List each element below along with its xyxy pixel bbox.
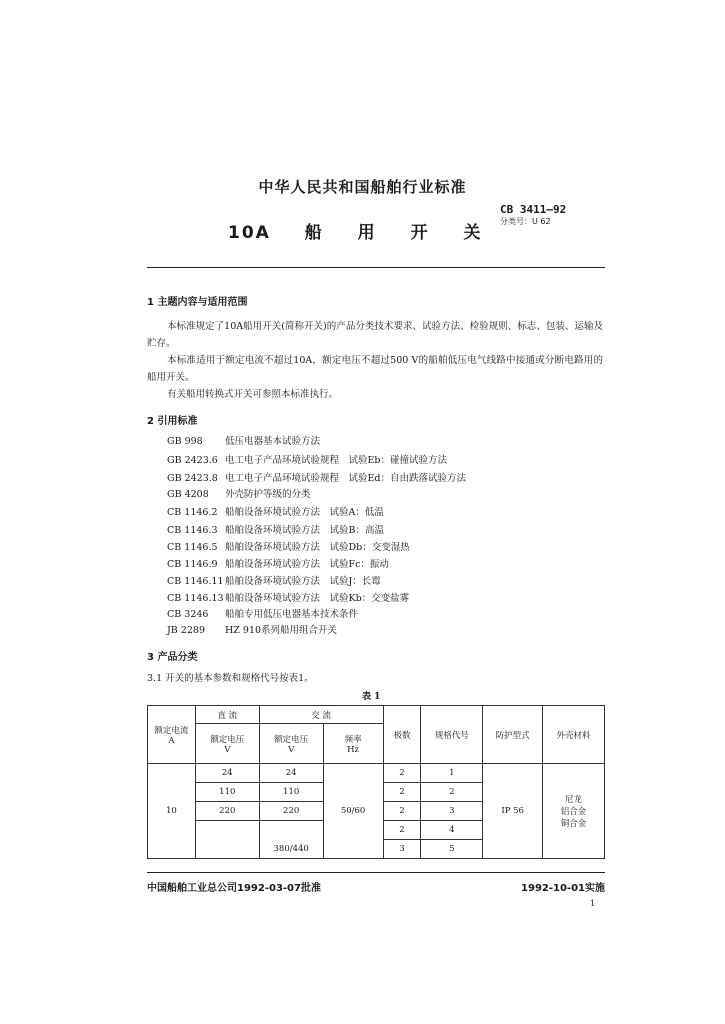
cell-ac-voltage-merged: 380/440 xyxy=(259,821,323,859)
cell-spec-code: 1 xyxy=(421,764,483,783)
reference-title: 低压电器基本试验方法 xyxy=(225,436,321,447)
reference-title: 船舶设备环境试验方法 试验B：高温 xyxy=(225,525,384,536)
cell-poles: 2 xyxy=(383,783,421,802)
section-2-heading: 2 引用标准 xyxy=(147,416,198,427)
header-dc: 直 流 xyxy=(195,706,259,724)
section-1-heading: 1 主题内容与适用范围 xyxy=(147,297,248,308)
section-1-paragraph-1: 本标准规定了10A船用开关(简称开关)的产品分类技术要求、试验方法、检验规则、标志、包装、运输及贮存。 xyxy=(147,321,603,349)
cell-protection: IP 56 xyxy=(483,764,543,859)
reference-code: CB 1146.2 xyxy=(167,507,218,518)
reference-title: 外壳防护等级的分类 xyxy=(225,489,311,500)
cell-poles: 3 xyxy=(383,840,421,859)
header-poles: 极数 xyxy=(383,706,421,764)
header-dc-voltage: 额定电压 V xyxy=(195,724,259,764)
reference-item xyxy=(167,623,337,638)
reference-title: 船舶专用低压电器基本技术条件 xyxy=(225,609,359,620)
section-3-heading: 3 产品分类 xyxy=(147,652,198,663)
reference-title: 电工电子产品环境试验规程 试验Ed：自由跌落试验方法 xyxy=(225,473,467,484)
reference-title: 船舶设备环境试验方法 试验A：低温 xyxy=(225,507,384,518)
cell-spec-code: 4 xyxy=(421,821,483,840)
cell-ac-voltage: 24 xyxy=(259,764,323,783)
header-protection: 防护型式 xyxy=(483,706,543,764)
table-caption: 表 1 xyxy=(362,692,381,702)
cell-current: 10 xyxy=(148,764,196,859)
header-rated-current: 额定电流 A xyxy=(148,706,196,764)
reference-title: 船舶设备环境试验方法 试验Kb：交变盐雾 xyxy=(225,593,410,604)
reference-code: CB 1146.11 xyxy=(167,576,224,587)
page-number: 1 xyxy=(590,899,596,908)
standard-code: CB 3411—92 xyxy=(500,203,567,216)
cell-dc-voltage: 24 xyxy=(195,764,259,783)
clause-3-1: 3.1 开关的基本参数和规格代号按表1。 xyxy=(147,673,314,684)
header-ac-voltage: 额定电压 V xyxy=(259,724,323,764)
reference-item xyxy=(167,540,410,555)
cell-spec-code: 5 xyxy=(421,840,483,859)
reference-title: 船舶设备环境试验方法 试验Fc：振动 xyxy=(225,559,389,570)
reference-item xyxy=(167,453,447,468)
header-spec-code: 规格代号 xyxy=(421,706,483,764)
reference-code: GB 2423.8 xyxy=(167,473,218,484)
reference-item xyxy=(167,523,384,538)
header-divider xyxy=(147,267,605,268)
header-ac: 交 流 xyxy=(259,706,383,724)
section-1-paragraph-2: 本标准适用于额定电流不超过10A，额定电压不超过500 V的船舶低压电气线路中接通或分断电路用的船用开关。 xyxy=(147,355,603,383)
reference-title: 电工电子产品环境试验规程 试验Eb：碰撞试验方法 xyxy=(225,455,448,466)
classification-number: 分类号：U 62 xyxy=(500,217,551,226)
org-title: 中华人民共和国船舶行业标准 xyxy=(258,178,467,196)
reference-item xyxy=(167,607,358,622)
reference-title: 船舶设备环境试验方法 试验Db：交变湿热 xyxy=(225,542,410,553)
reference-item xyxy=(167,574,381,589)
cell-ac-voltage: 220 xyxy=(259,802,323,821)
reference-code: CB 1146.3 xyxy=(167,525,218,536)
cell-dc-voltage: 220 xyxy=(195,802,259,821)
reference-code: CB 3246 xyxy=(167,609,209,620)
cell-spec-code: 2 xyxy=(421,783,483,802)
reference-item xyxy=(167,505,384,520)
reference-code: GB 998 xyxy=(167,436,203,447)
cell-dc-voltage: 110 xyxy=(195,783,259,802)
reference-item xyxy=(167,487,311,502)
reference-item xyxy=(167,434,320,449)
reference-item xyxy=(167,557,389,572)
standard-title: 10A 船 用 开 关 xyxy=(228,223,483,243)
reference-item xyxy=(167,471,466,486)
reference-item xyxy=(167,591,409,606)
reference-code: CB 1146.9 xyxy=(167,559,218,570)
reference-code: CB 1146.5 xyxy=(167,542,218,553)
cell-ac-voltage: 110 xyxy=(259,783,323,802)
reference-title: 船舶设备环境试验方法 试验J：长霉 xyxy=(225,576,381,587)
implementation-date: 1992-10-01实施 xyxy=(521,883,605,894)
cell-spec-code: 3 xyxy=(421,802,483,821)
approval-line: 中国船舶工业总公司1992-03-07批准 xyxy=(147,883,321,894)
header-frequency: 频率 Hz xyxy=(323,724,383,764)
cell-poles: 2 xyxy=(383,821,421,840)
reference-code: JB 2289 xyxy=(167,625,205,636)
cell-poles: 2 xyxy=(383,764,421,783)
reference-code: CB 1146.13 xyxy=(167,593,224,604)
header-shell-material: 外壳材料 xyxy=(543,706,605,764)
section-1-paragraph-3: 有关船用转换式开关可参照本标准执行。 xyxy=(167,389,339,400)
cell-material: 尼龙 铝合金 铜合金 xyxy=(543,764,605,859)
reference-title: HZ 910系列船用组合开关 xyxy=(225,625,338,636)
parameter-table xyxy=(147,705,605,859)
reference-code: GB 2423.6 xyxy=(167,455,218,466)
cell-frequency: 50/60 xyxy=(323,764,383,859)
reference-code: GB 4208 xyxy=(167,489,209,500)
cell-poles: 2 xyxy=(383,802,421,821)
cell-dc-voltage-empty xyxy=(195,821,259,859)
footer-divider xyxy=(147,872,605,873)
